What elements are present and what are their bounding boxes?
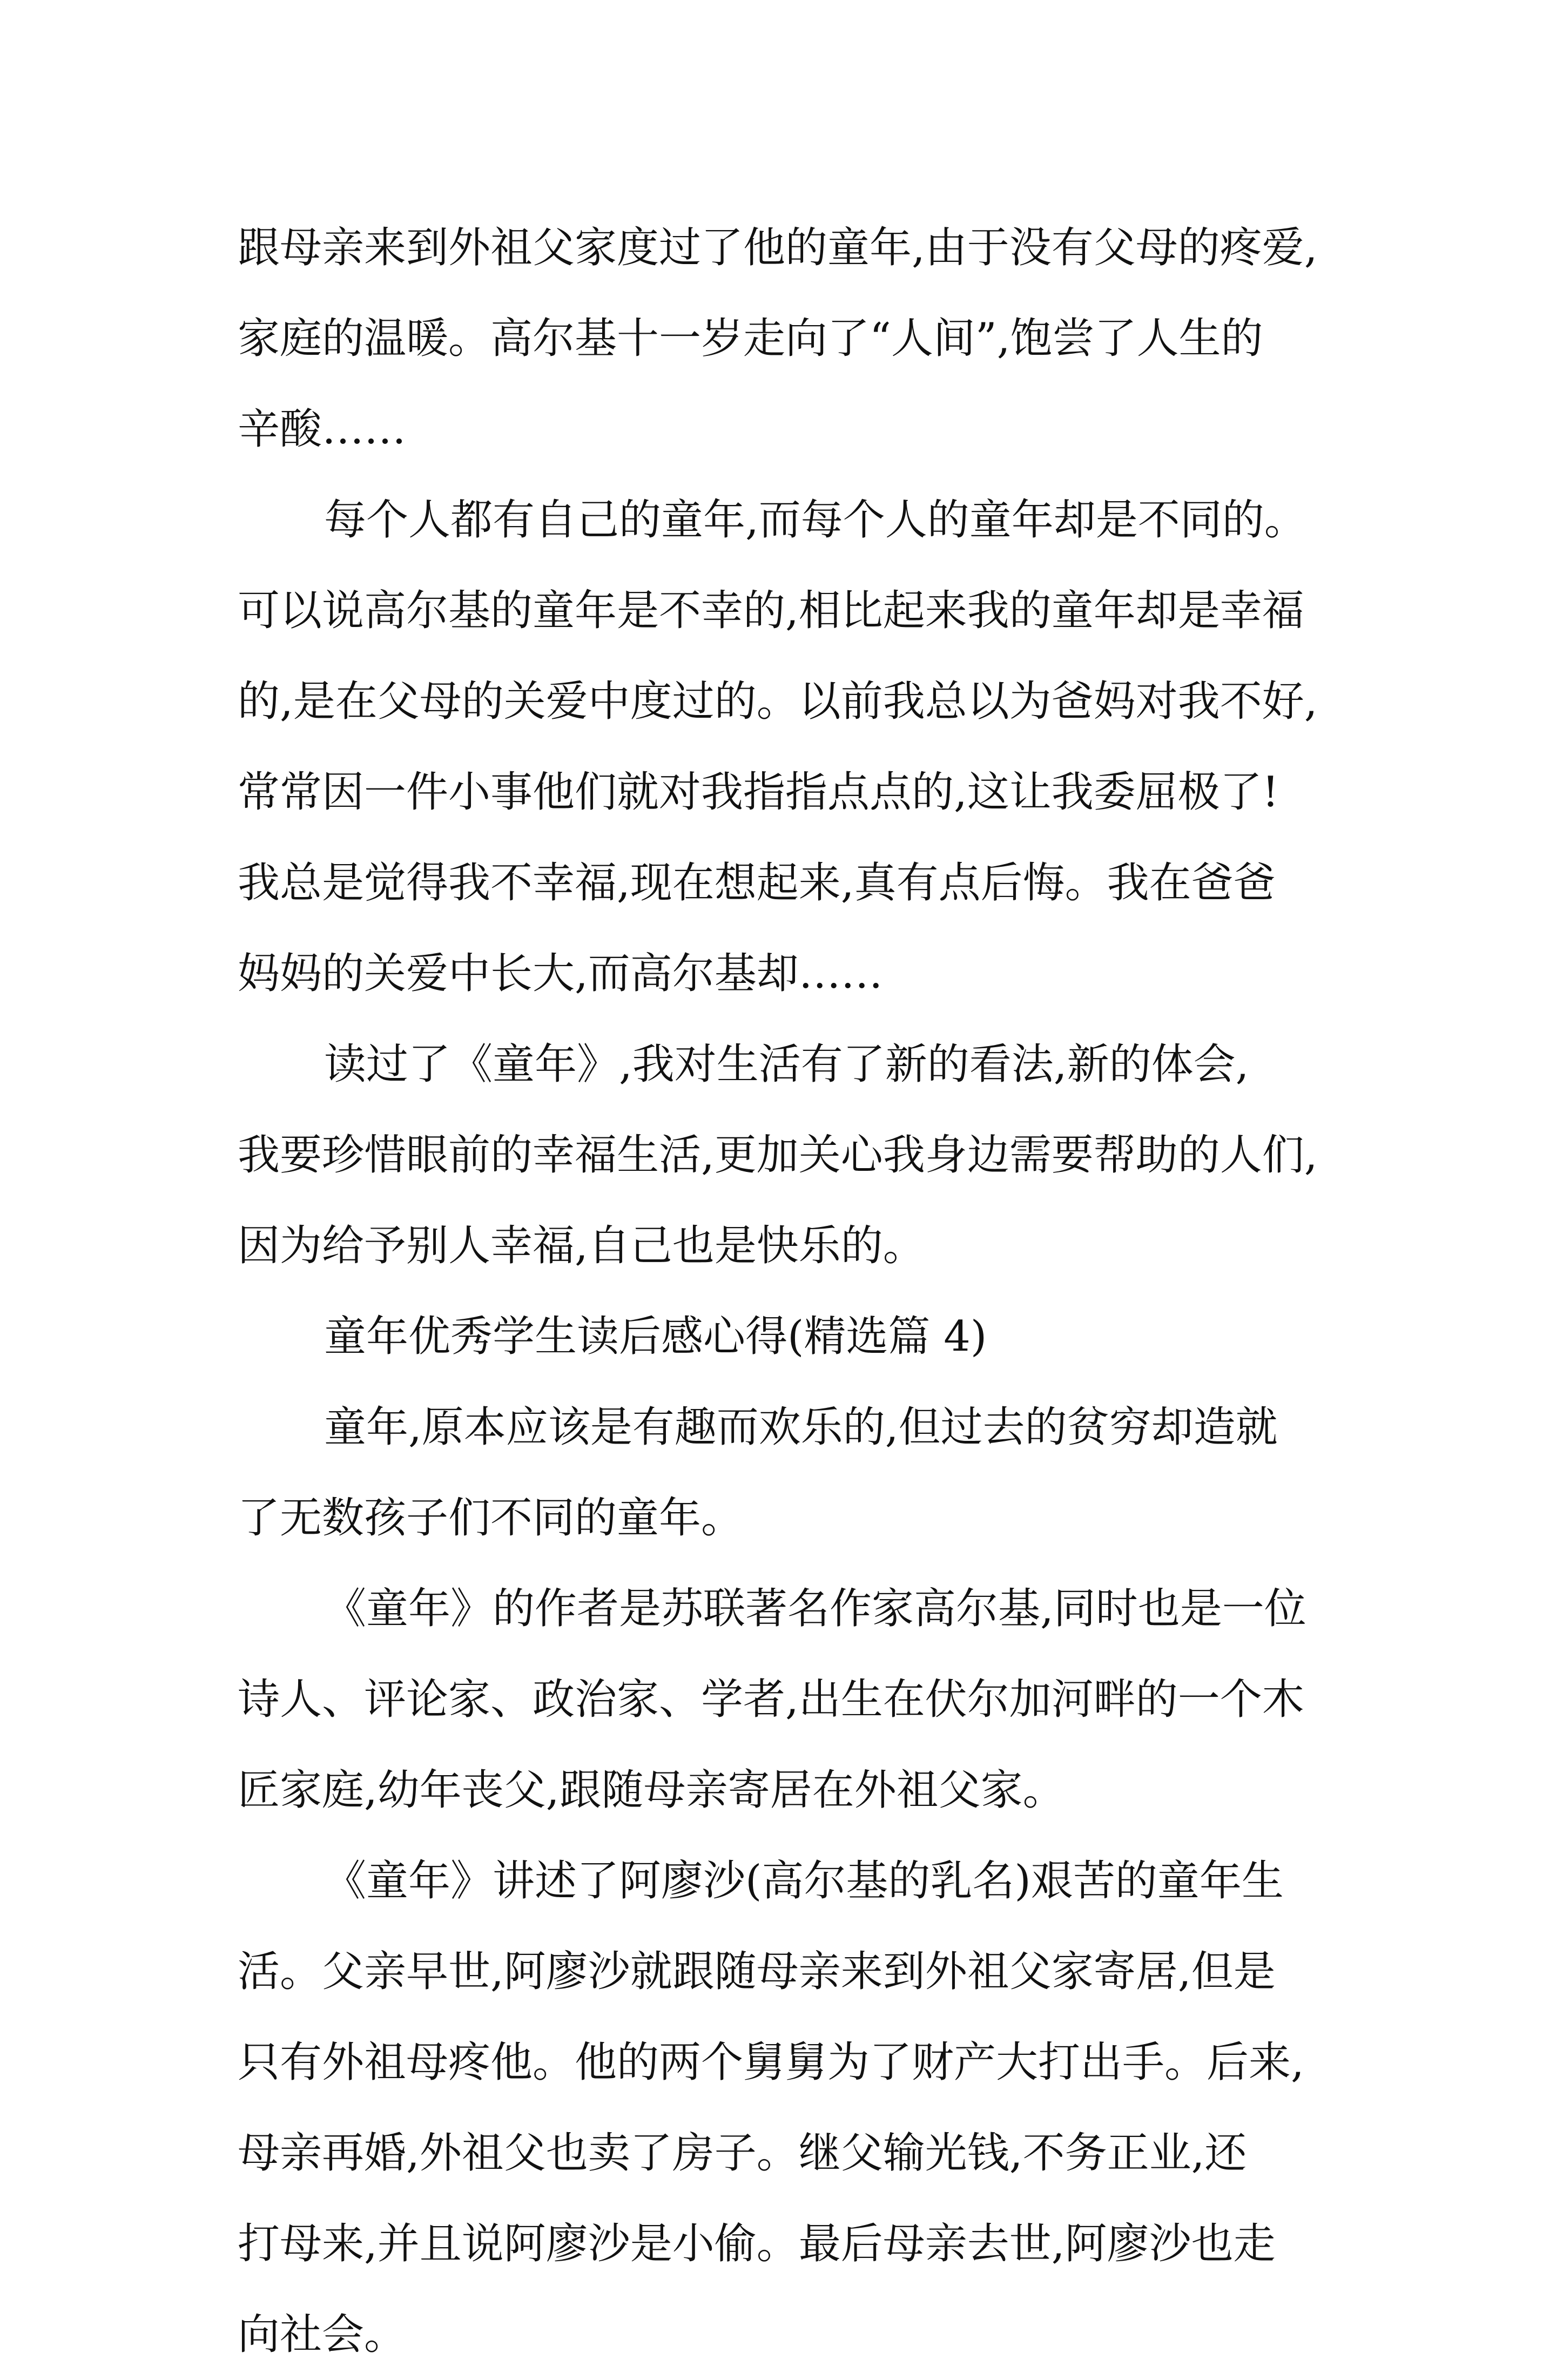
text-line: 童年,原本应该是有趣而欢乐的,但过去的贫穷却造就	[324, 1403, 1278, 1452]
text-line: 我要珍惜眼前的幸福生活,更加关心我身边需要帮助的人们,	[238, 1131, 1318, 1179]
paragraph	[238, 1563, 1361, 1836]
section-heading	[238, 1291, 1361, 1382]
paragraph	[238, 203, 1361, 475]
text-line: 常常因一件小事他们就对我指指点点的,这让我委屈极了!	[238, 768, 1279, 817]
text-line: 童年优秀学生读后感心得(精选篇 4)	[324, 1312, 987, 1361]
paragraph	[238, 475, 1361, 1019]
text-line: 我总是觉得我不幸福,现在想起来,真有点后悔。我在爸爸	[238, 859, 1276, 907]
paragraph	[238, 1019, 1361, 1291]
body-text	[238, 203, 1361, 2380]
text-line: 打母来,并且说阿廖沙是小偷。最后母亲去世,阿廖沙也走	[238, 2220, 1276, 2268]
text-line: 母亲再婚,外祖父也卖了房子。继父输光钱,不务正业,还	[238, 2129, 1247, 2177]
paragraph	[238, 1382, 1361, 1563]
text-line: 活。父亲早世,阿廖沙就跟随母亲来到外祖父家寄居,但是	[238, 1947, 1276, 1996]
text-line: 读过了《童年》,我对生活有了新的看法,新的体会,	[324, 1040, 1249, 1089]
text-line: 诗人、评论家、政治家、学者,出生在伏尔加河畔的一个木	[238, 1675, 1304, 1724]
text-line: 因为给予别人幸福,自己也是快乐的。	[238, 1222, 925, 1270]
text-line: 跟母亲来到外祖父家度过了他的童年,由于没有父母的疼爱,	[238, 224, 1318, 272]
paragraph	[238, 1836, 1361, 2380]
text-line: 了无数孩子们不同的童年。	[238, 1494, 744, 1542]
text-line: 可以说高尔基的童年是不幸的,相比起来我的童年却是幸福	[238, 586, 1304, 635]
text-line: 妈妈的关爱中长大,而高尔基却……	[238, 949, 883, 998]
text-line: 向社会。	[238, 2310, 407, 2359]
text-line: 每个人都有自己的童年,而每个人的童年却是不同的。	[324, 496, 1306, 544]
text-line: 的,是在父母的关爱中度过的。以前我总以为爸妈对我不好,	[238, 677, 1318, 726]
text-line: 《童年》讲述了阿廖沙(高尔基的乳名)艰苦的童年生	[324, 1857, 1284, 1905]
text-line: 家庭的温暖。高尔基十一岁走向了“人间”,饱尝了人生的	[238, 314, 1263, 363]
text-line: 《童年》的作者是苏联著名作家高尔基,同时也是一位	[324, 1585, 1306, 1633]
text-line: 辛酸……	[238, 405, 407, 454]
text-line: 只有外祖母疼他。他的两个舅舅为了财产大打出手。后来,	[238, 2038, 1304, 2087]
text-line: 匠家庭,幼年丧父,跟随母亲寄居在外祖父家。	[238, 1766, 1065, 1815]
